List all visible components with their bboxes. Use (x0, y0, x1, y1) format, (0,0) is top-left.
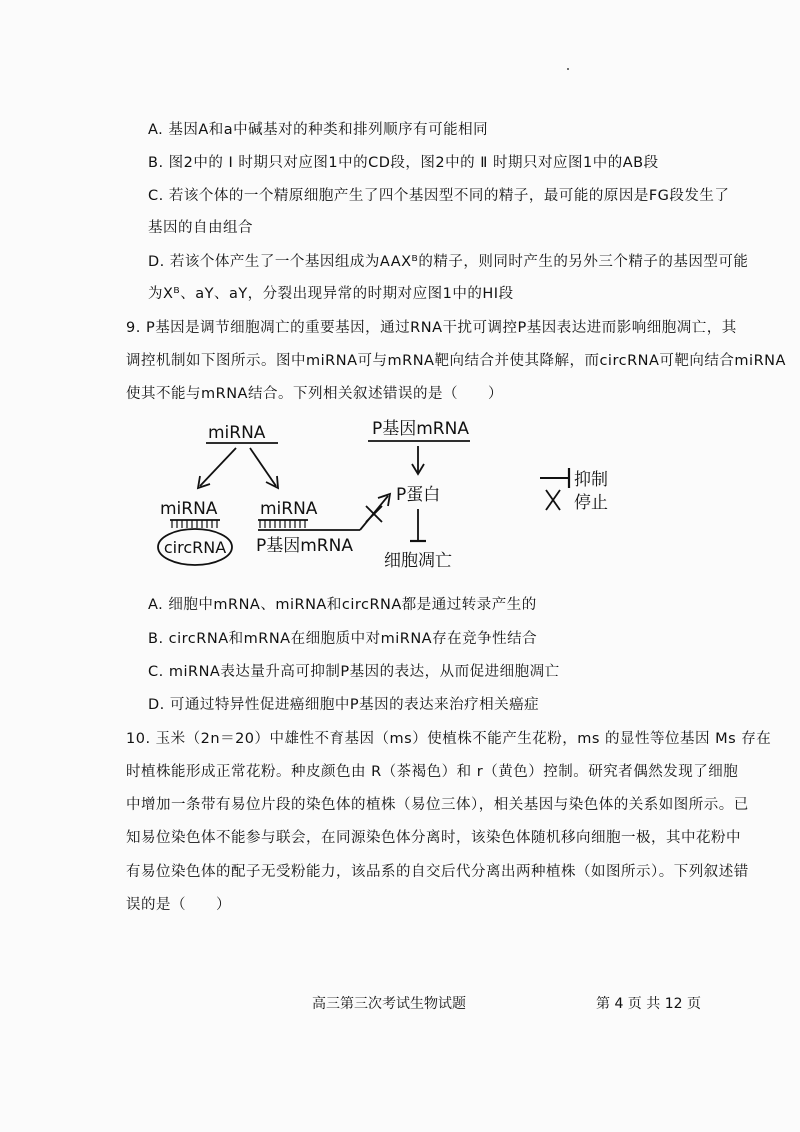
p-mrna-top-label: P基因mRNA (372, 419, 469, 439)
q9-option-a: A. 细胞中mRNA、miRNA和circRNA都是通过转录产生的 (148, 597, 537, 613)
q8-option-d-line1: D. 若该个体产生了一个基因组成为AAXᴮ的精子，则同时产生的另外三个精子的基因型可能 (148, 254, 749, 270)
q10-stem-line5: 有易位染色体的配子无受粉能力，该品系的自交后代分离出两种植株（如图所示）。下列叙述错 (126, 864, 749, 880)
q10-stem-line3: 中增加一条带有易位片段的染色体的植株（易位三体），相关基因与染色体的关系如图所示。已 (126, 797, 749, 813)
mirna-left-label: miRNA (160, 499, 218, 519)
legend-stop-label: 停止 (574, 493, 608, 513)
q8-option-b: B. 图2中的 Ⅰ 时期只对应图1中的CD段，图2中的 Ⅱ 时期只对应图1中的AB段 (148, 155, 659, 171)
scan-speck (567, 68, 569, 70)
footer-exam-title: 高三第三次考试生物试题 (312, 996, 466, 1012)
q8-option-d-line2: 为Xᴮ、aY、aY，分裂出现异常的时期对应图1中的HI段 (148, 286, 514, 302)
q9-option-c: C. miRNA表达量升高可抑制P基因的表达，从而促进细胞凋亡 (148, 664, 560, 680)
q8-option-c-line2: 基因的自由组合 (148, 220, 253, 236)
q8-option-a: A. 基因A和a中碱基对的种类和排列顺序有可能相同 (148, 122, 489, 138)
q9-stem-line1: 9. P基因是调节细胞凋亡的重要基因，通过RNA干扰可调控P基因表达进而影响细胞凋亡，其 (126, 320, 737, 336)
rna-regulation-diagram (150, 410, 670, 585)
p-mrna-bottom-label: P基因mRNA (256, 536, 353, 556)
apoptosis-label: 细胞凋亡 (384, 551, 452, 571)
circrna-label: circRNA (163, 538, 227, 557)
q9-stem-line2: 调控机制如下图所示。图中miRNA可与mRNA靶向结合并使其降解，而circRNA可靶向结合miRNA (126, 353, 786, 369)
q9-option-b: B. circRNA和mRNA在细胞质中对miRNA存在竞争性结合 (148, 631, 538, 647)
legend-inhibit-label: 抑制 (574, 470, 608, 490)
q10-stem-line6: 误的是（ ） (126, 897, 231, 913)
footer-page-number: 第 4 页 共 12 页 (596, 996, 701, 1012)
q10-stem-line2: 时植株能形成正常花粉。种皮颜色由 R（茶褐色）和 r（黄色）控制。研究者偶然发现了细胞 (126, 764, 739, 780)
q9-stem-line3: 使其不能与mRNA结合。下列相关叙述错误的是（ ） (126, 386, 503, 402)
mirna-right-label: miRNA (260, 499, 318, 519)
base-pairs-left (172, 520, 217, 528)
arrow-to-right (250, 448, 276, 486)
q9-option-d: D. 可通过特异性促进癌细胞中P基因的表达来治疗相关癌症 (148, 697, 540, 713)
q8-option-c-line1: C. 若该个体的一个精原细胞产生了四个基因型不同的精子，最可能的原因是FG段发生了 (148, 188, 730, 204)
base-pairs-right (260, 520, 305, 528)
q10-stem-line4: 知易位染色体不能参与联会，在同源染色体分离时，该染色体随机移向细胞一极，其中花粉中 (126, 830, 741, 846)
q10-stem-line1: 10. 玉米（2n＝20）中雄性不育基因（ms）使植株不能产生花粉，ms 的显性等位基因 Ms 存在 (126, 731, 772, 747)
p-protein-label: P蛋白 (396, 485, 441, 505)
arrow-to-left (200, 448, 236, 486)
mirna-top-label: miRNA (208, 423, 266, 443)
